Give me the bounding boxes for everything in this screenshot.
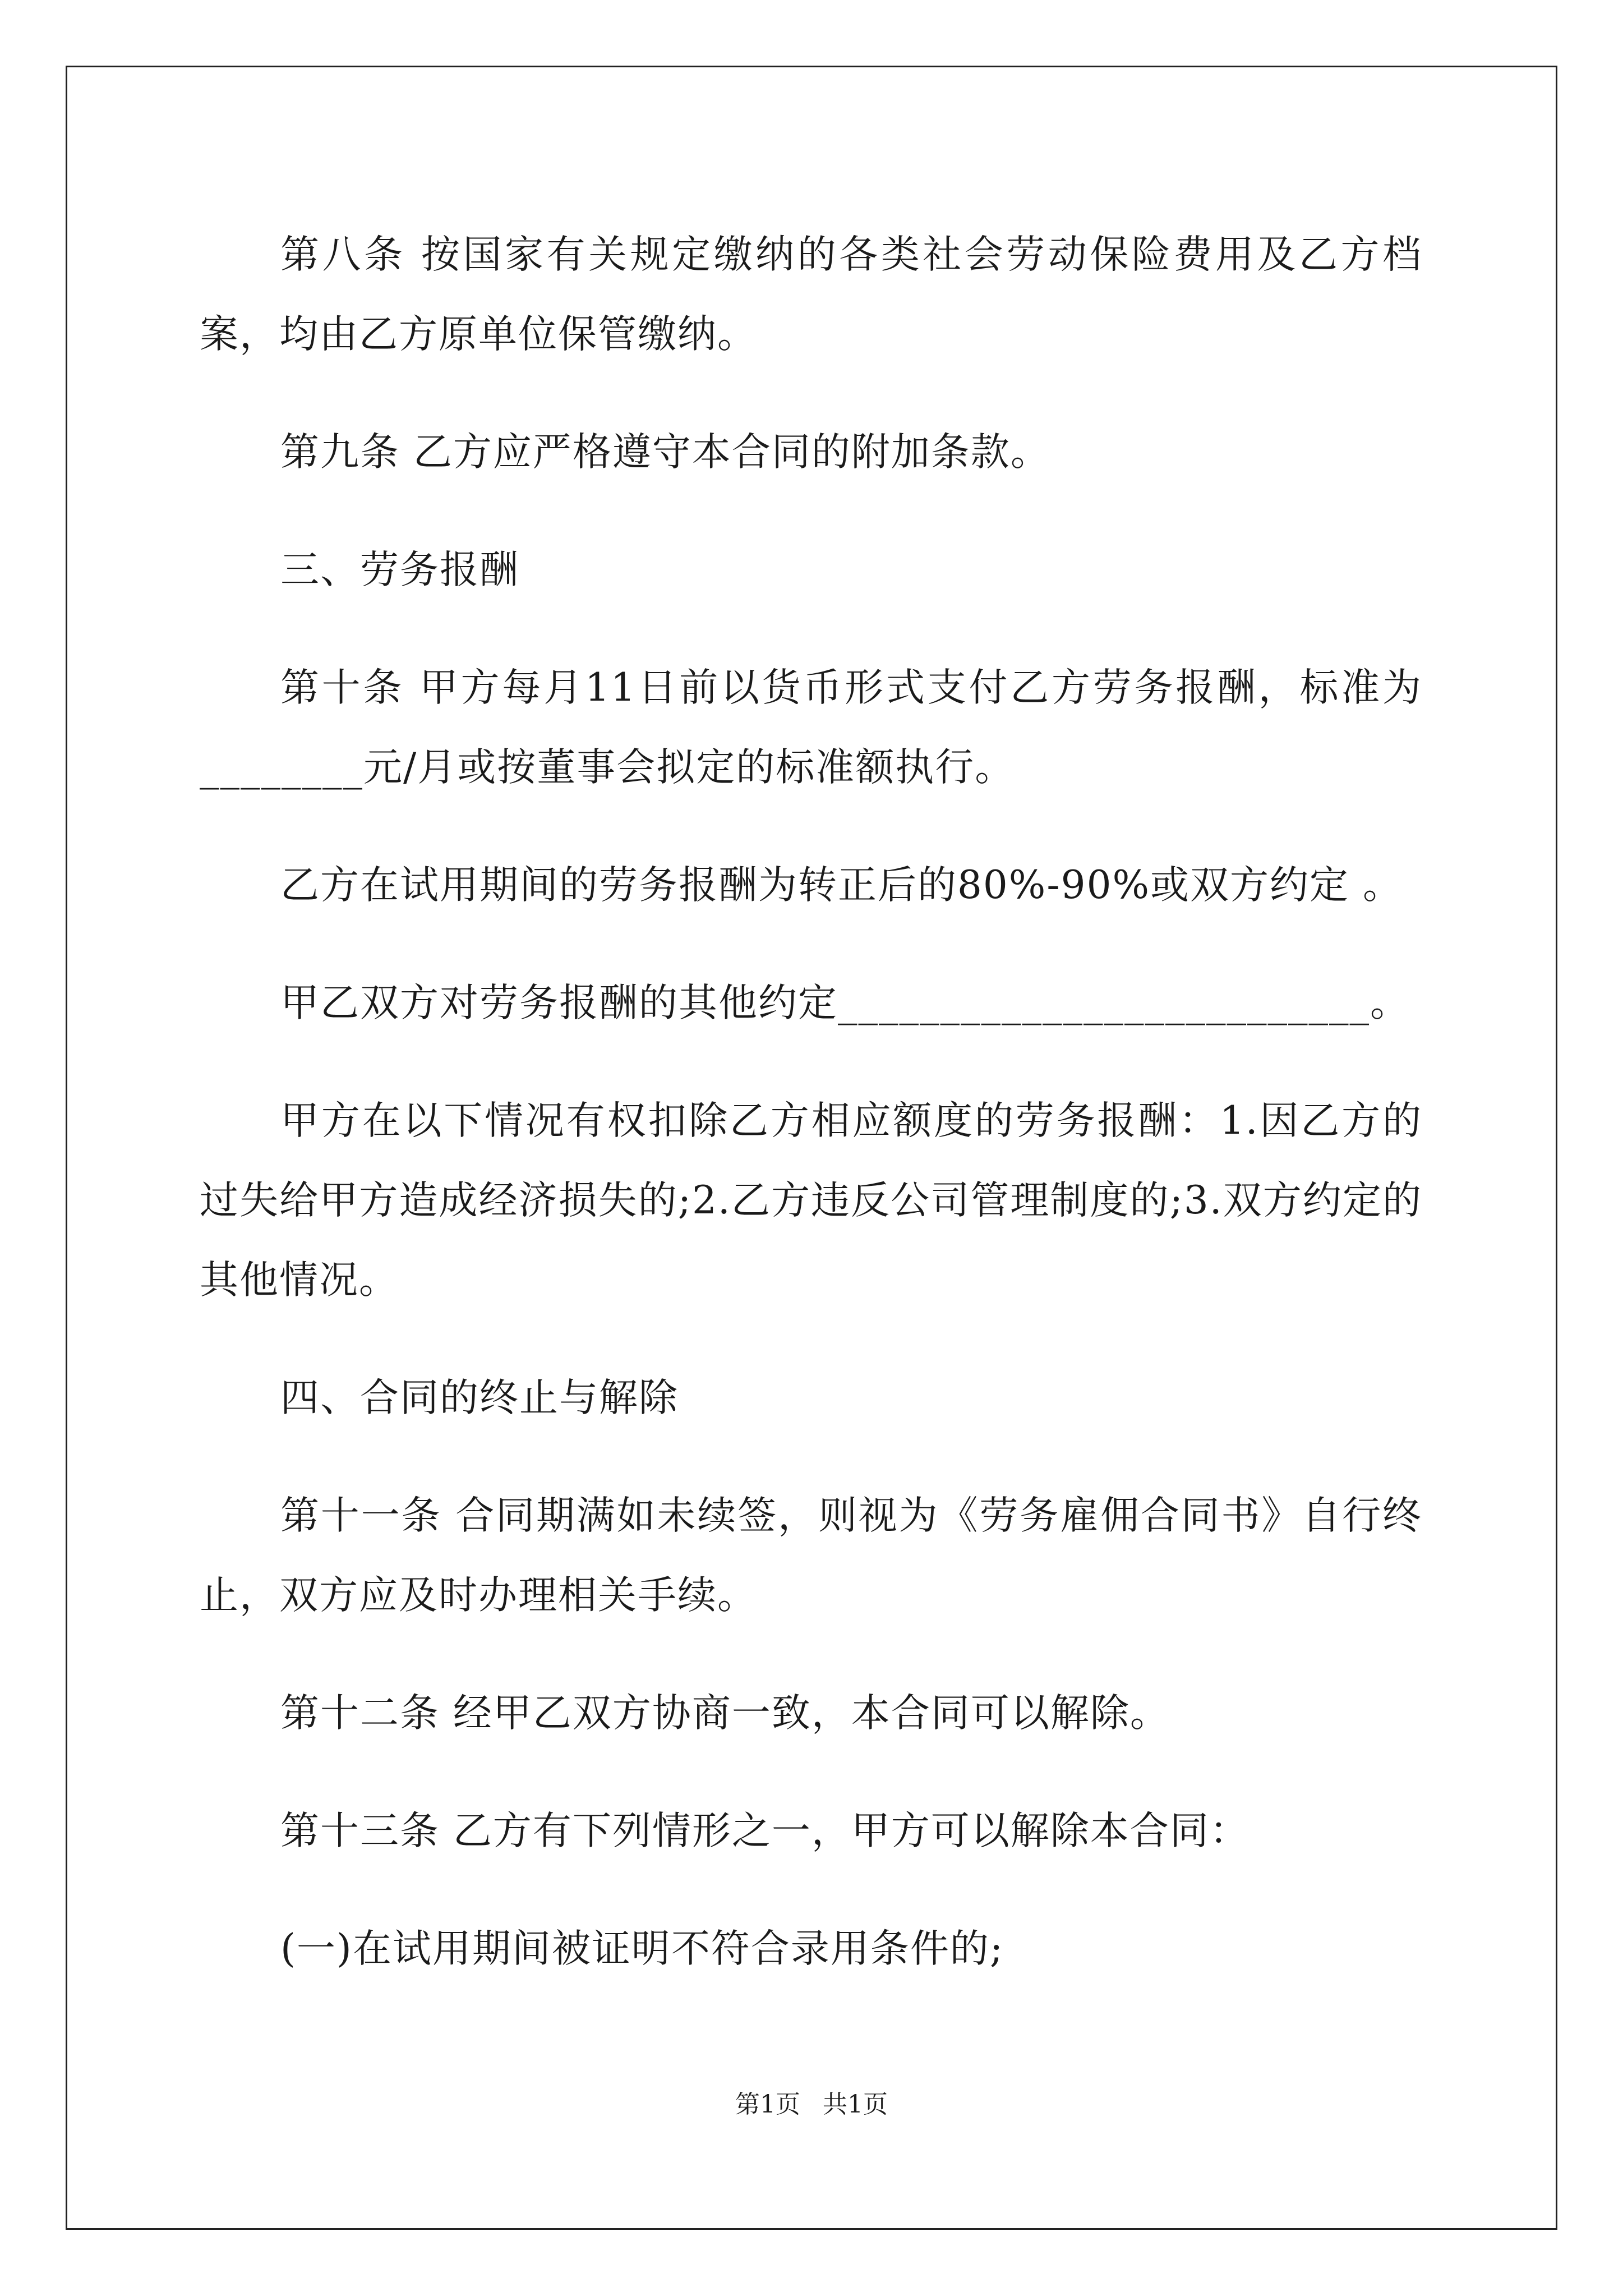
paragraph-probation-pay: 乙方在试用期间的劳务报酬为转正后的80%-90%或双方约定 。 — [280, 863, 1403, 908]
paragraph-article-8: 第八条 按国家有关规定缴纳的各类社会劳动保险费用及乙方档案，均由乙方原单位保管缴纳。 — [200, 232, 1422, 357]
paragraph-deductions: 甲方在以下情况有权扣除乙方相应额度的劳务报酬：1.因乙方的过失给甲方造成经济损失的;2.乙方违反公司管理制度的;3.双方约定的其他情况。 — [200, 1098, 1422, 1303]
document-body — [200, 215, 1422, 2027]
page-total: 共1页 — [823, 2090, 888, 2119]
paragraph-other-agreement: 甲乙双方对劳务报酬的其他约定__________________________。 — [280, 981, 1410, 1025]
section-heading-remuneration: 三、劳务报酬 — [280, 547, 519, 592]
paragraph-article-9: 第九条 乙方应严格遵守本合同的附加条款。 — [280, 430, 1050, 475]
paragraph-article-12: 第十二条 经甲乙双方协商一致，本合同可以解除。 — [280, 1691, 1170, 1736]
page-number: 第1页 — [735, 2090, 800, 2119]
paragraph-article-10: 第十条 甲方每月11日前以货币形式支付乙方劳务报酬，标准为________元/月或按董事会拟定的标准额执行。 — [200, 665, 1422, 790]
page-footer — [0, 2088, 1623, 2122]
paragraph-article-11: 第十一条 合同期满如未续签，则视为《劳务雇佣合同书》自行终止，双方应及时办理相关手续。 — [200, 1493, 1422, 1618]
section-heading-termination: 四、合同的终止与解除 — [280, 1375, 679, 1420]
paragraph-article-13: 第十三条 乙方有下列情形之一，甲方可以解除本合同： — [280, 1809, 1249, 1853]
list-item-probation: (一)在试用期间被证明不符合录用条件的; — [280, 1926, 1004, 1971]
